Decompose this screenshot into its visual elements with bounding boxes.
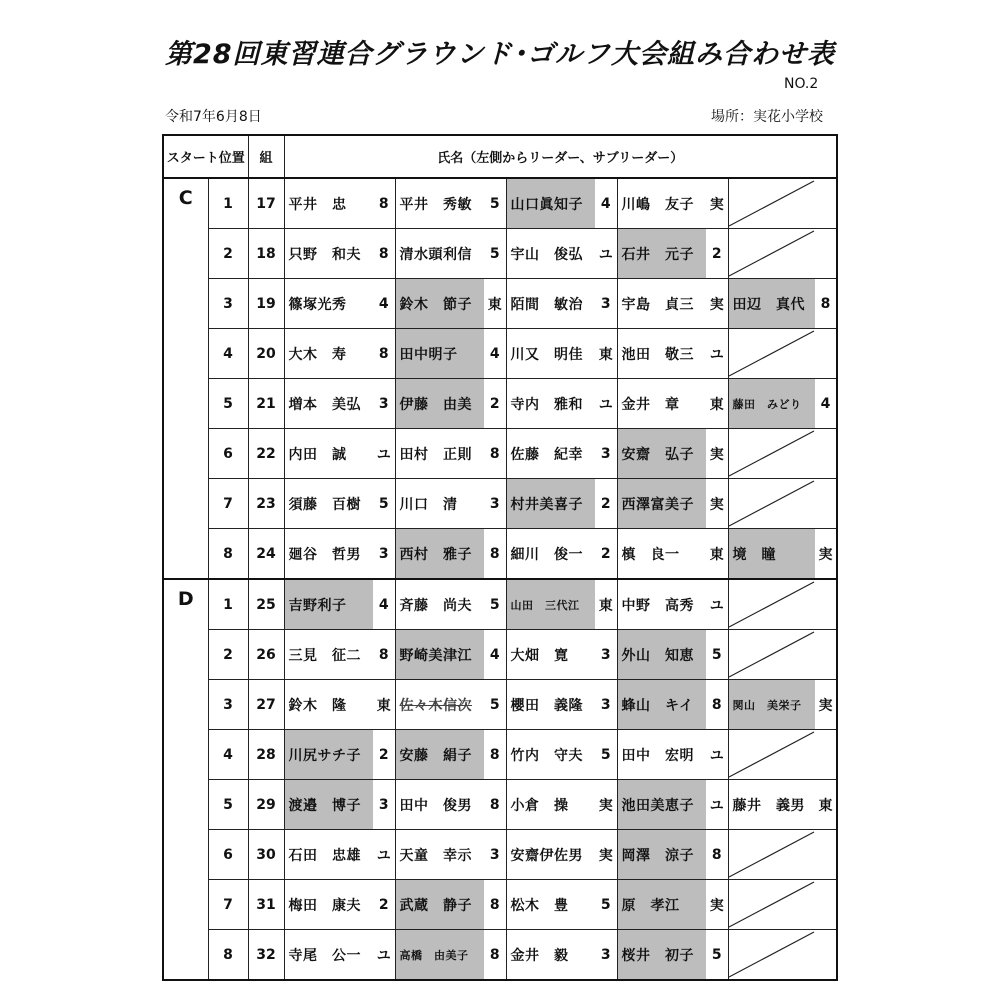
player-name [617, 229, 706, 279]
player-name-text: 梅田 康夫 [288, 897, 361, 914]
diagonal-line [729, 630, 816, 679]
player-name-text: 関山 美栄子 [732, 698, 802, 712]
player-club: 東 [595, 579, 617, 630]
player-name [395, 880, 484, 930]
player-club: ユ [706, 730, 728, 780]
group-number: 24 [248, 529, 284, 580]
player-club: ユ [595, 229, 617, 279]
player-club: 3 [595, 429, 617, 479]
player-name [506, 630, 595, 680]
player-name-text: 村井美喜子 [510, 496, 583, 513]
start-position: 1 [208, 178, 248, 229]
player-name-text: 池田 敬三 [621, 346, 694, 363]
diagonal-line [729, 329, 816, 378]
player-club: 実 [706, 479, 728, 529]
player-name-text: 鈴木 節子 [399, 296, 472, 313]
diagonal-line [729, 830, 816, 879]
player-name [395, 379, 484, 429]
group-number: 27 [248, 680, 284, 730]
player-club: 東 [815, 780, 837, 830]
player-club: ユ [373, 830, 395, 880]
start-position: 4 [208, 329, 248, 379]
player-club: 3 [373, 529, 395, 580]
group-number: 29 [248, 780, 284, 830]
player-club: 8 [484, 780, 506, 830]
player-club: 東 [373, 680, 395, 730]
empty-slot [728, 329, 815, 379]
table-row [163, 630, 837, 680]
player-club: ユ [373, 930, 395, 981]
table-row [163, 479, 837, 529]
player-name-text: 佐藤 紀幸 [510, 446, 583, 463]
player-name [284, 830, 373, 880]
group-number: 28 [248, 730, 284, 780]
player-name-text: 斉藤 尚夫 [399, 597, 472, 614]
player-club: 実 [706, 178, 728, 229]
player-name-text: 寺尾 公一 [288, 947, 361, 964]
player-name-text: 田中明子 [399, 346, 458, 363]
player-club: 8 [484, 529, 506, 580]
empty-club [815, 830, 837, 880]
player-name-text: 平井 忠 [288, 196, 347, 213]
player-name-text: 桜井 初子 [621, 947, 694, 964]
player-name-text: 平井 秀敏 [399, 196, 472, 213]
player-club: 3 [595, 680, 617, 730]
player-name-text: 内田 誠 [288, 446, 347, 463]
player-club: ユ [706, 780, 728, 830]
group-number: 26 [248, 630, 284, 680]
diagonal-line [729, 479, 816, 528]
player-name [284, 479, 373, 529]
player-club: 5 [595, 730, 617, 780]
table-row [163, 830, 837, 880]
empty-club [815, 479, 837, 529]
player-name-text: 西村 雅子 [399, 546, 472, 563]
player-name-text: 川又 明佳 [510, 346, 583, 363]
table-row [163, 730, 837, 780]
player-club: 実 [815, 529, 837, 580]
player-name [395, 329, 484, 379]
player-name [395, 178, 484, 229]
table-row [163, 229, 837, 279]
group-header: 組 [248, 135, 284, 178]
player-name-text: 安藤 絹子 [399, 747, 472, 764]
player-name-text: 宇島 貞三 [621, 296, 694, 313]
empty-slot [728, 178, 815, 229]
player-name [506, 529, 595, 580]
player-name [284, 680, 373, 730]
player-club: 4 [373, 279, 395, 329]
player-name-text: 田中 俊男 [399, 797, 472, 814]
player-club: 4 [595, 178, 617, 229]
diagonal-line [729, 930, 816, 979]
player-name [284, 429, 373, 479]
player-name-text: 宇山 俊弘 [510, 246, 583, 263]
player-name [617, 579, 706, 630]
group-number: 23 [248, 479, 284, 529]
player-name [284, 329, 373, 379]
player-name-text: 安齋伊佐男 [510, 847, 583, 864]
document-title: 第28回東習連合グラウンド･ゴルフ大会組み合わせ表 [164, 39, 836, 70]
player-name-text: 廻谷 哲男 [288, 546, 361, 563]
player-club: 5 [484, 579, 506, 630]
player-name-text: 金井 毅 [510, 947, 569, 964]
diagonal-line [729, 580, 816, 629]
player-club: 3 [484, 479, 506, 529]
empty-slot [728, 730, 815, 780]
player-club: 8 [373, 178, 395, 229]
player-club: 4 [484, 630, 506, 680]
player-name-text: 池田美恵子 [621, 797, 694, 814]
player-name-text: 田中 宏明 [621, 747, 694, 764]
player-name-text: 川嶋 友子 [621, 196, 694, 213]
player-name [506, 930, 595, 981]
empty-club [815, 730, 837, 780]
empty-club [815, 429, 837, 479]
player-name-text: 只野 和夫 [288, 246, 361, 263]
section-label: C [163, 178, 208, 579]
diagonal-line [729, 429, 816, 478]
player-name [284, 178, 373, 229]
player-club: 5 [484, 680, 506, 730]
player-name [506, 780, 595, 830]
player-club: 実 [595, 780, 617, 830]
player-club: 5 [706, 930, 728, 981]
empty-slot [728, 880, 815, 930]
player-name-text: 櫻田 義隆 [510, 697, 583, 714]
group-number: 17 [248, 178, 284, 229]
table-row [163, 429, 837, 479]
player-club: 実 [706, 279, 728, 329]
player-name-text: 渡邉 博子 [288, 797, 361, 814]
player-name [395, 279, 484, 329]
player-name [395, 630, 484, 680]
names-header: 氏名（左側からリーダー、サブリーダー） [284, 135, 837, 178]
player-club: ユ [706, 579, 728, 630]
player-club: 2 [484, 379, 506, 429]
group-number: 22 [248, 429, 284, 479]
player-club: 東 [706, 529, 728, 580]
start-position: 2 [208, 229, 248, 279]
player-name-text: 石井 元子 [621, 246, 694, 263]
player-club: 実 [815, 680, 837, 730]
player-name [506, 479, 595, 529]
player-name [506, 429, 595, 479]
empty-slot [728, 579, 815, 630]
player-name [284, 630, 373, 680]
player-name [728, 780, 815, 830]
player-club: 3 [373, 780, 395, 830]
player-club: 8 [706, 830, 728, 880]
group-number: 19 [248, 279, 284, 329]
table-row [163, 529, 837, 580]
player-name-text: 天童 幸示 [399, 847, 472, 864]
player-name [284, 379, 373, 429]
player-name-text: 増本 美弘 [288, 396, 361, 413]
empty-club [815, 630, 837, 680]
player-name-text: 野崎美津江 [399, 647, 472, 664]
player-club: ユ [706, 329, 728, 379]
player-name [284, 229, 373, 279]
start-position: 1 [208, 579, 248, 630]
start-position-header: スタート位置 [163, 135, 248, 178]
player-name-text: 高橋 由美子 [399, 948, 469, 962]
start-position: 5 [208, 780, 248, 830]
start-position: 7 [208, 479, 248, 529]
player-club: 3 [595, 279, 617, 329]
player-name-text: 原 孝江 [621, 897, 680, 914]
player-name-text: 大木 寿 [288, 346, 347, 363]
player-name [284, 529, 373, 580]
start-position: 8 [208, 930, 248, 981]
player-name [506, 329, 595, 379]
player-club: 2 [595, 529, 617, 580]
empty-club [815, 229, 837, 279]
player-club: 4 [815, 379, 837, 429]
player-name [284, 730, 373, 780]
player-club: 実 [706, 880, 728, 930]
start-position: 7 [208, 880, 248, 930]
player-name-text: 篠塚光秀 [288, 296, 347, 313]
player-name-text: 山口眞知子 [510, 196, 583, 213]
diagonal-line [729, 229, 816, 278]
player-name [395, 830, 484, 880]
start-position: 6 [208, 830, 248, 880]
player-name [617, 930, 706, 981]
player-name-text: 須藤 百樹 [288, 496, 361, 513]
player-club: ユ [373, 429, 395, 479]
section-label: D [163, 579, 208, 980]
player-name-text: 境 瞳 [732, 546, 776, 563]
empty-slot [728, 229, 815, 279]
player-name [506, 830, 595, 880]
venue: 場所：実花小学校 [711, 109, 823, 125]
empty-club [815, 579, 837, 630]
player-name [506, 279, 595, 329]
player-club: 8 [484, 880, 506, 930]
player-name [395, 229, 484, 279]
player-name [617, 329, 706, 379]
player-name [617, 880, 706, 930]
player-name [617, 680, 706, 730]
player-name [728, 379, 815, 429]
player-name-text: 蜂山 キイ [621, 697, 694, 714]
player-name [506, 880, 595, 930]
player-club: 8 [373, 229, 395, 279]
player-name [395, 780, 484, 830]
table-row [163, 379, 837, 429]
player-club: 3 [373, 379, 395, 429]
player-club: 4 [484, 329, 506, 379]
player-club: 5 [484, 178, 506, 229]
group-number: 20 [248, 329, 284, 379]
diagonal-line [729, 179, 816, 228]
table-row [163, 880, 837, 930]
player-club: 3 [595, 930, 617, 981]
player-name [506, 730, 595, 780]
player-club: 8 [373, 329, 395, 379]
player-name-text: 大畑 寛 [510, 647, 569, 664]
empty-slot [728, 830, 815, 880]
player-club: 5 [595, 880, 617, 930]
player-club: 8 [706, 680, 728, 730]
event-date: 令和7年6月8日 [165, 109, 262, 125]
player-name-text: 藤田 みどり [732, 397, 802, 411]
player-name-text: 金井 章 [621, 396, 680, 413]
table-row [163, 680, 837, 730]
player-name [617, 529, 706, 580]
player-name [284, 930, 373, 981]
player-club: 実 [595, 830, 617, 880]
player-name-text: 岡澤 涼子 [621, 847, 694, 864]
player-club: 5 [484, 229, 506, 279]
empty-club [815, 930, 837, 981]
player-club: 2 [373, 730, 395, 780]
player-name [395, 479, 484, 529]
player-name [617, 279, 706, 329]
player-name-text: 外山 知恵 [621, 647, 694, 664]
player-name [284, 880, 373, 930]
start-position: 5 [208, 379, 248, 429]
player-club: 2 [595, 479, 617, 529]
player-name [617, 479, 706, 529]
player-name [506, 680, 595, 730]
player-name [728, 529, 815, 580]
player-name-text: 竹内 守夫 [510, 747, 583, 764]
diagonal-line [729, 730, 816, 779]
pairings-table [162, 134, 838, 981]
player-name-text: 武蔵 静子 [399, 897, 472, 914]
player-name-text: 藤井 義男 [732, 797, 805, 814]
table-row [163, 579, 837, 630]
player-name [617, 178, 706, 229]
player-name [395, 730, 484, 780]
player-name-text: 寺内 雅和 [510, 396, 583, 413]
player-name [506, 229, 595, 279]
start-position: 3 [208, 279, 248, 329]
table-row [163, 178, 837, 229]
player-club: 5 [706, 630, 728, 680]
group-number: 18 [248, 229, 284, 279]
player-name-text: 川尻サチ子 [288, 747, 361, 764]
player-name [506, 579, 595, 630]
player-club: 東 [484, 279, 506, 329]
player-name [395, 579, 484, 630]
player-name [728, 279, 815, 329]
player-club: 2 [373, 880, 395, 930]
empty-club [815, 329, 837, 379]
start-position: 2 [208, 630, 248, 680]
player-name [617, 630, 706, 680]
player-name [284, 279, 373, 329]
player-club: 5 [373, 479, 395, 529]
start-position: 8 [208, 529, 248, 580]
player-club: 4 [373, 579, 395, 630]
player-name [395, 930, 484, 981]
player-name [617, 379, 706, 429]
player-club: 8 [484, 730, 506, 780]
table-row [163, 780, 837, 830]
empty-club [815, 178, 837, 229]
empty-slot [728, 630, 815, 680]
start-position: 3 [208, 680, 248, 730]
player-name-text: 伊藤 由美 [399, 396, 472, 413]
player-name [617, 730, 706, 780]
player-name-text: 小倉 操 [510, 797, 569, 814]
player-name-text: 陌間 敏治 [510, 296, 583, 313]
empty-slot [728, 429, 815, 479]
player-name [395, 429, 484, 479]
player-club: 8 [815, 279, 837, 329]
player-name-text: 山田 三代江 [510, 598, 580, 612]
player-club: 8 [484, 930, 506, 981]
group-number: 30 [248, 830, 284, 880]
group-number: 25 [248, 579, 284, 630]
group-number: 32 [248, 930, 284, 981]
group-number: 21 [248, 379, 284, 429]
player-club: 実 [706, 429, 728, 479]
player-name-text: 鈴木 隆 [288, 697, 347, 714]
diagonal-line [729, 880, 816, 929]
player-name-text: 西澤富美子 [621, 496, 694, 513]
table-row [163, 930, 837, 981]
player-name-text: 石田 忠雄 [288, 847, 361, 864]
player-name-text: 安齋 弘子 [621, 446, 694, 463]
player-name [506, 178, 595, 229]
player-name [617, 429, 706, 479]
player-club: ユ [595, 379, 617, 429]
player-club: 3 [595, 630, 617, 680]
player-name-text: 佐々木信次 [399, 697, 472, 714]
player-club: 東 [706, 379, 728, 429]
player-name [284, 579, 373, 630]
player-name-text: 中野 高秀 [621, 597, 694, 614]
player-name-text: 槙 良一 [621, 546, 680, 563]
player-name-text: 田村 正則 [399, 446, 472, 463]
player-name [395, 529, 484, 580]
player-name [506, 379, 595, 429]
group-number: 31 [248, 880, 284, 930]
player-name-text: 細川 俊一 [510, 546, 583, 563]
player-club: 東 [595, 329, 617, 379]
player-name-text: 三見 征二 [288, 647, 361, 664]
start-position: 4 [208, 730, 248, 780]
page-number: NO.2 [784, 76, 819, 92]
player-name-text: 川口 清 [399, 496, 458, 513]
start-position: 6 [208, 429, 248, 479]
empty-club [815, 880, 837, 930]
player-name [617, 780, 706, 830]
player-name-text: 吉野利子 [288, 597, 347, 614]
table-row [163, 279, 837, 329]
table-row [163, 329, 837, 379]
player-name-text: 清水頭利信 [399, 246, 472, 263]
player-club: 8 [373, 630, 395, 680]
empty-slot [728, 479, 815, 529]
empty-slot [728, 930, 815, 981]
player-name [395, 680, 484, 730]
player-name [284, 780, 373, 830]
player-name [617, 830, 706, 880]
player-club: 2 [706, 229, 728, 279]
player-club: 3 [484, 830, 506, 880]
player-club: 8 [484, 429, 506, 479]
player-name-text: 田辺 真代 [732, 296, 805, 313]
player-name [728, 680, 815, 730]
player-name-text: 松木 豊 [510, 897, 569, 914]
